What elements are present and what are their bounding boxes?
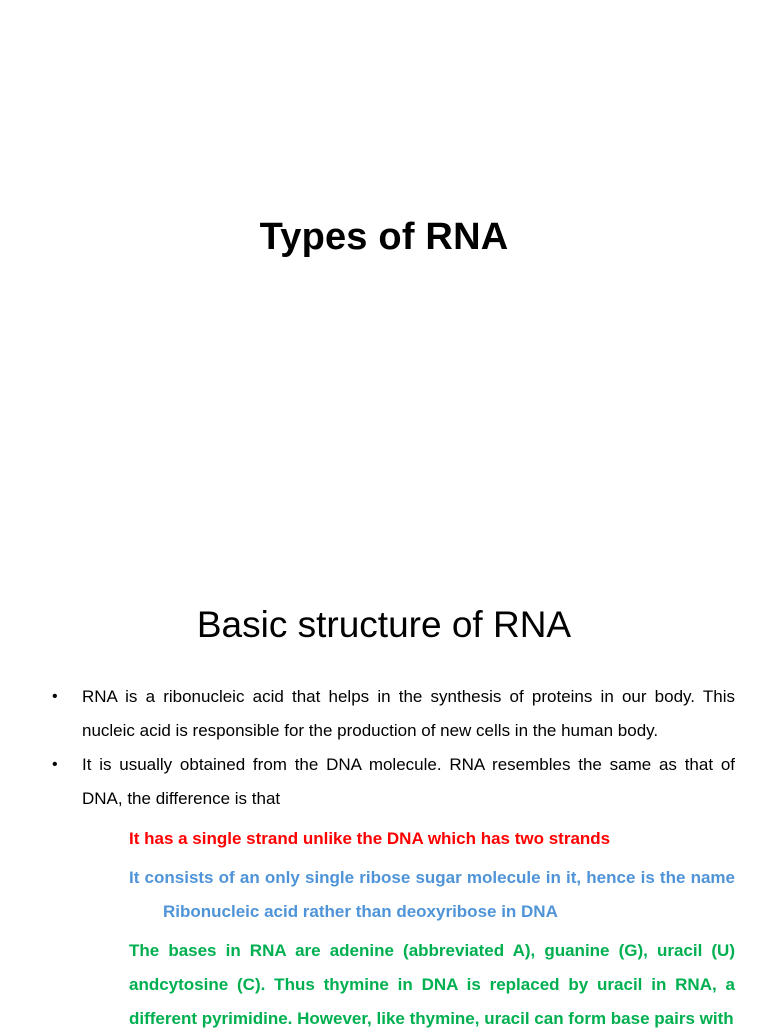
- slide-title: Basic structure of RNA: [196, 604, 572, 645]
- bullet-item: [52, 748, 735, 816]
- sub-point-text: It consists of an only single ribose sugar molecule in it, hence is the name: [129, 868, 735, 887]
- sub-point-bases: The bases in RNA are adenine (abbreviated A), guanine (G), uracil (U) andcytosine (C). Thus thymine in DNA is replaced by uracil in RNA, a different pyrimidine. However, like thymine, uracil can form base pairs with: [129, 941, 735, 1028]
- bullet-list: [0, 680, 768, 1036]
- slide-title: Types of RNA: [259, 216, 509, 258]
- sub-point-text: Ribonucleic acid rather than deoxyribose in DNA: [163, 902, 558, 921]
- sub-point-single-strand: It has a single strand unlike the DNA which has two strands: [129, 829, 611, 848]
- bullet-icon: •: [52, 756, 58, 773]
- slide-2: [0, 560, 768, 1028]
- bullet-text: It is usually obtained from the DNA molecule. RNA resembles the same as that of DNA, the difference is that: [82, 755, 735, 808]
- bullet-icon: •: [52, 688, 58, 705]
- sub-point-ribose: [129, 861, 735, 929]
- bullet-text: RNA is a ribonucleic acid that helps in the synthesis of proteins in our body. This nucleic acid is responsible for the production of new cells in the human body.: [82, 687, 735, 740]
- bullet-item: [52, 680, 735, 748]
